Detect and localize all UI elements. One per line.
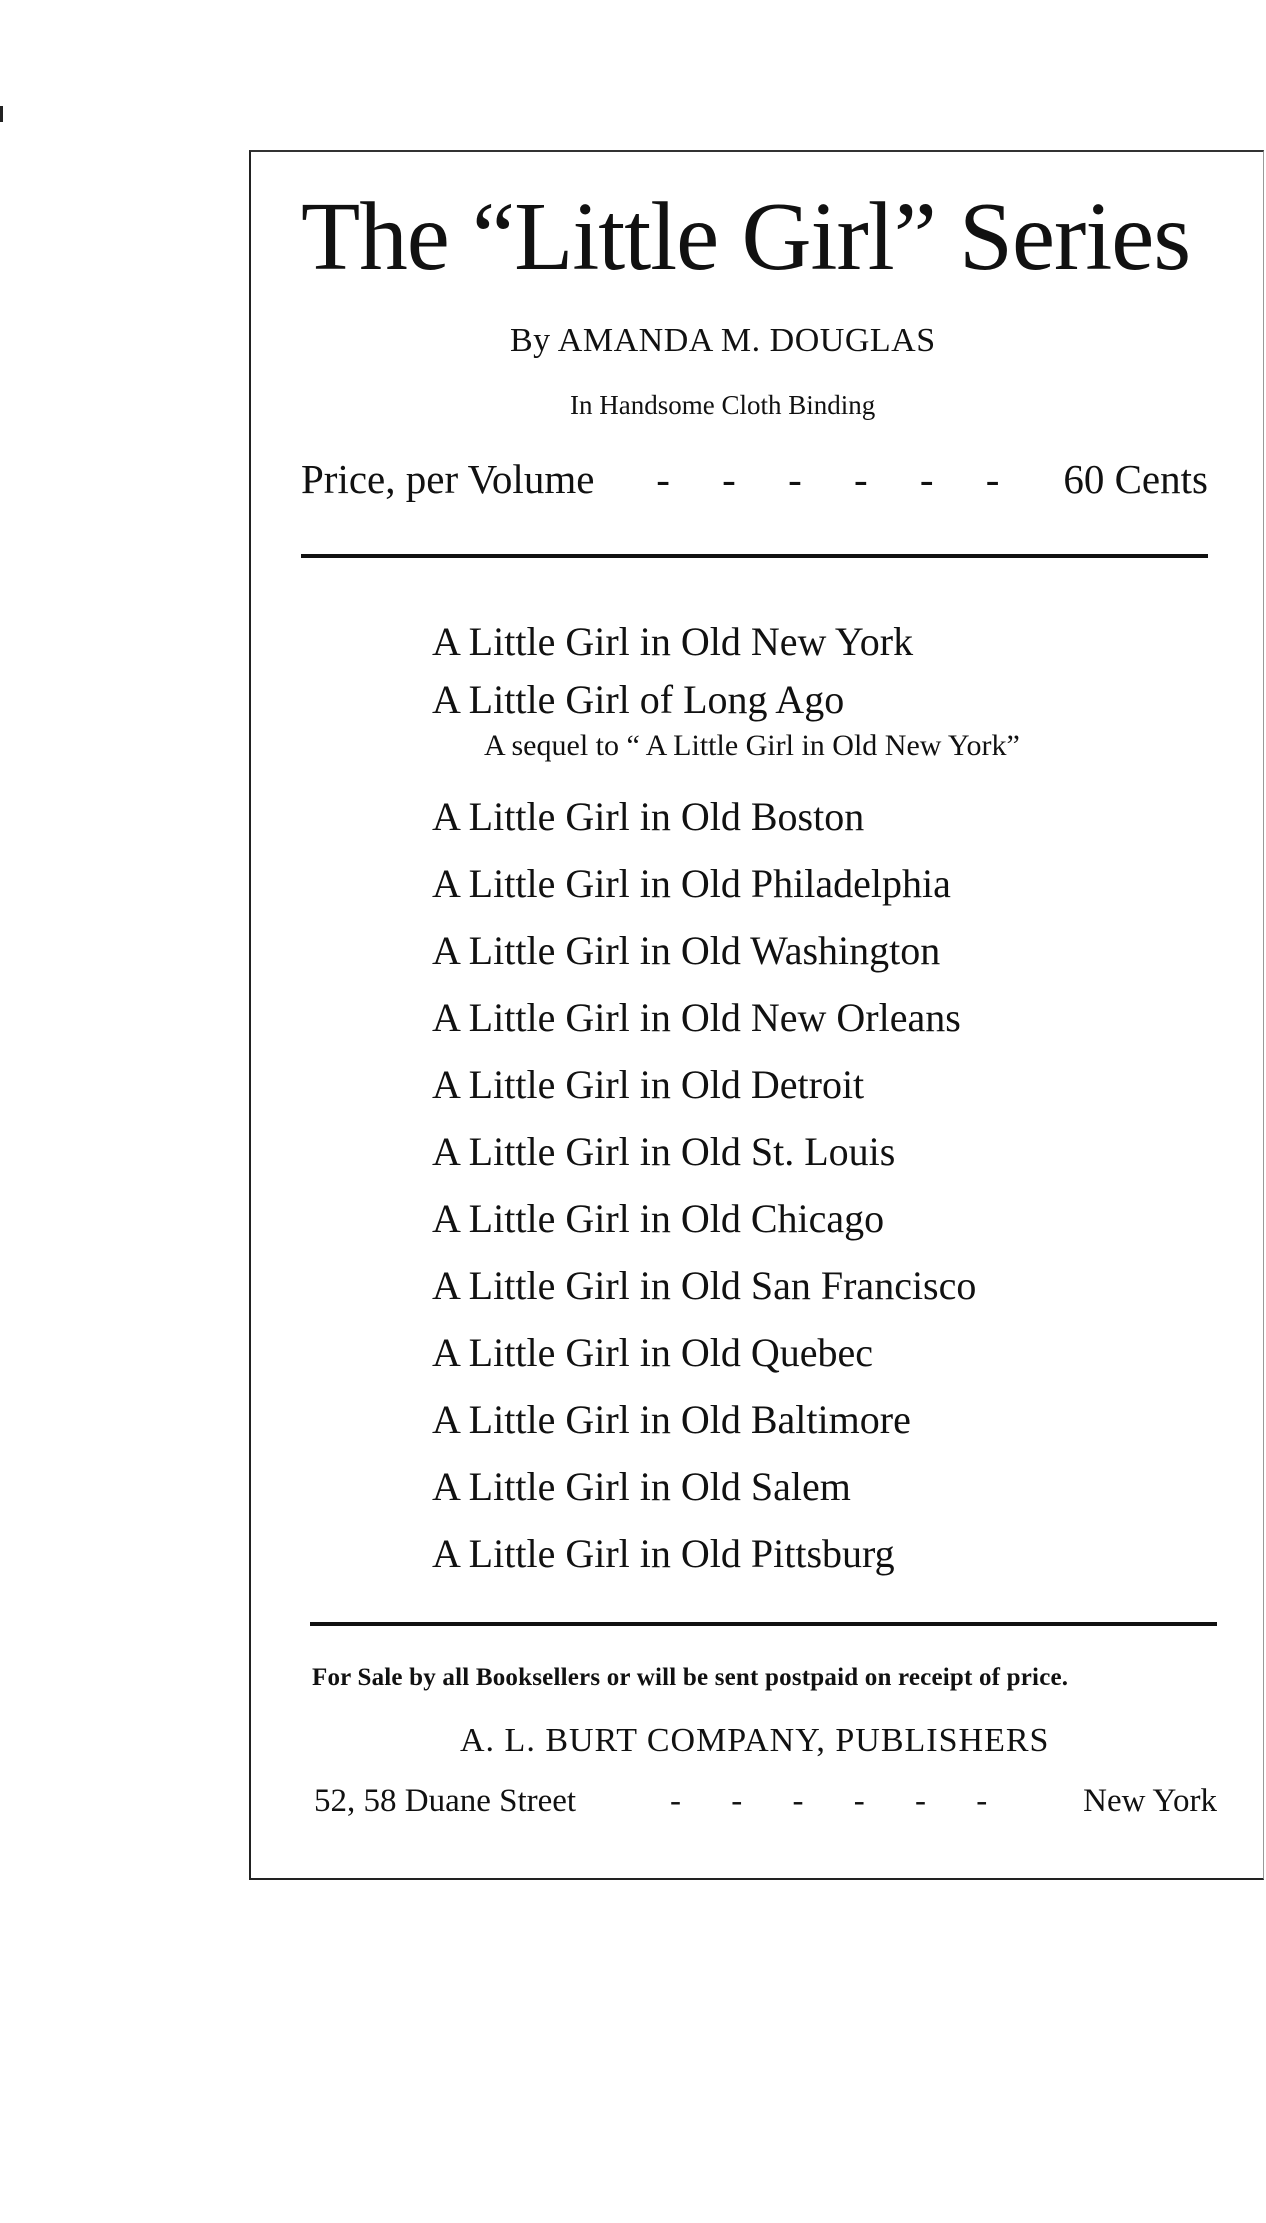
- book-title: A Little Girl in Old Quebec: [432, 1330, 874, 1375]
- book-title: A Little Girl in Old New York: [432, 619, 914, 664]
- divider-rule-bottom: [310, 1622, 1217, 1626]
- book-title: A Little Girl in Old Chicago: [432, 1196, 885, 1241]
- title-list-item: [432, 1386, 1020, 1453]
- book-title: A Little Girl in Old Pittsburg: [432, 1531, 895, 1576]
- price-row: [301, 455, 1208, 503]
- book-title: A Little Girl in Old Salem: [432, 1464, 851, 1509]
- book-title: A Little Girl in Old New Orleans: [432, 995, 961, 1040]
- book-title: A Little Girl in Old Boston: [432, 794, 865, 839]
- title-list-item: [432, 1118, 1020, 1185]
- title-list-item: [432, 608, 1020, 675]
- city: New York: [1083, 1783, 1217, 1819]
- title-list-item: [432, 1051, 1020, 1118]
- title-list-item: [432, 1453, 1020, 1520]
- title-list-item: [432, 783, 1020, 850]
- price-leader-dashes: - - - - - -: [656, 456, 1002, 502]
- book-title: A Little Girl of Long Ago: [432, 677, 845, 722]
- title-list-item: [432, 1252, 1020, 1319]
- author-byline: By AMANDA M. DOUGLAS: [510, 322, 936, 359]
- title-list-item: [432, 917, 1020, 984]
- series-title: The “Little Girl” Series: [301, 183, 1191, 290]
- address-leader-dashes: - - - - - -: [670, 1783, 990, 1819]
- street-address: 52, 58 Duane Street: [314, 1783, 577, 1819]
- binding-note: In Handsome Cloth Binding: [570, 390, 876, 420]
- price-label: Price, per Volume: [301, 456, 595, 502]
- address-row: [314, 1783, 1217, 1820]
- title-list: [432, 608, 1020, 1587]
- book-title: A Little Girl in Old Baltimore: [432, 1397, 911, 1442]
- title-list-item: [432, 850, 1020, 917]
- sale-note: For Sale by all Booksellers or will be sent postpaid on receipt of price.: [312, 1664, 1069, 1691]
- publisher-name: A. L. BURT COMPANY, PUBLISHERS: [460, 1722, 1050, 1759]
- book-title: A Little Girl in Old St. Louis: [432, 1129, 896, 1174]
- title-list-item: [432, 1185, 1020, 1252]
- title-list-item: [432, 1319, 1020, 1386]
- title-list-item: [432, 675, 1020, 767]
- book-title: A Little Girl in Old Washington: [432, 928, 941, 973]
- stray-mark: [0, 106, 3, 122]
- book-title: A Little Girl in Old Detroit: [432, 1062, 865, 1107]
- title-list-item: [432, 984, 1020, 1051]
- title-list-item: [432, 1520, 1020, 1587]
- book-title: A Little Girl in Old Philadelphia: [432, 861, 951, 906]
- sequel-note: A sequel to “ A Little Girl in Old New York”: [484, 729, 1020, 762]
- divider-rule-top: [301, 554, 1208, 558]
- price-value: 60 Cents: [1063, 456, 1208, 502]
- book-title: A Little Girl in Old San Francisco: [432, 1263, 977, 1308]
